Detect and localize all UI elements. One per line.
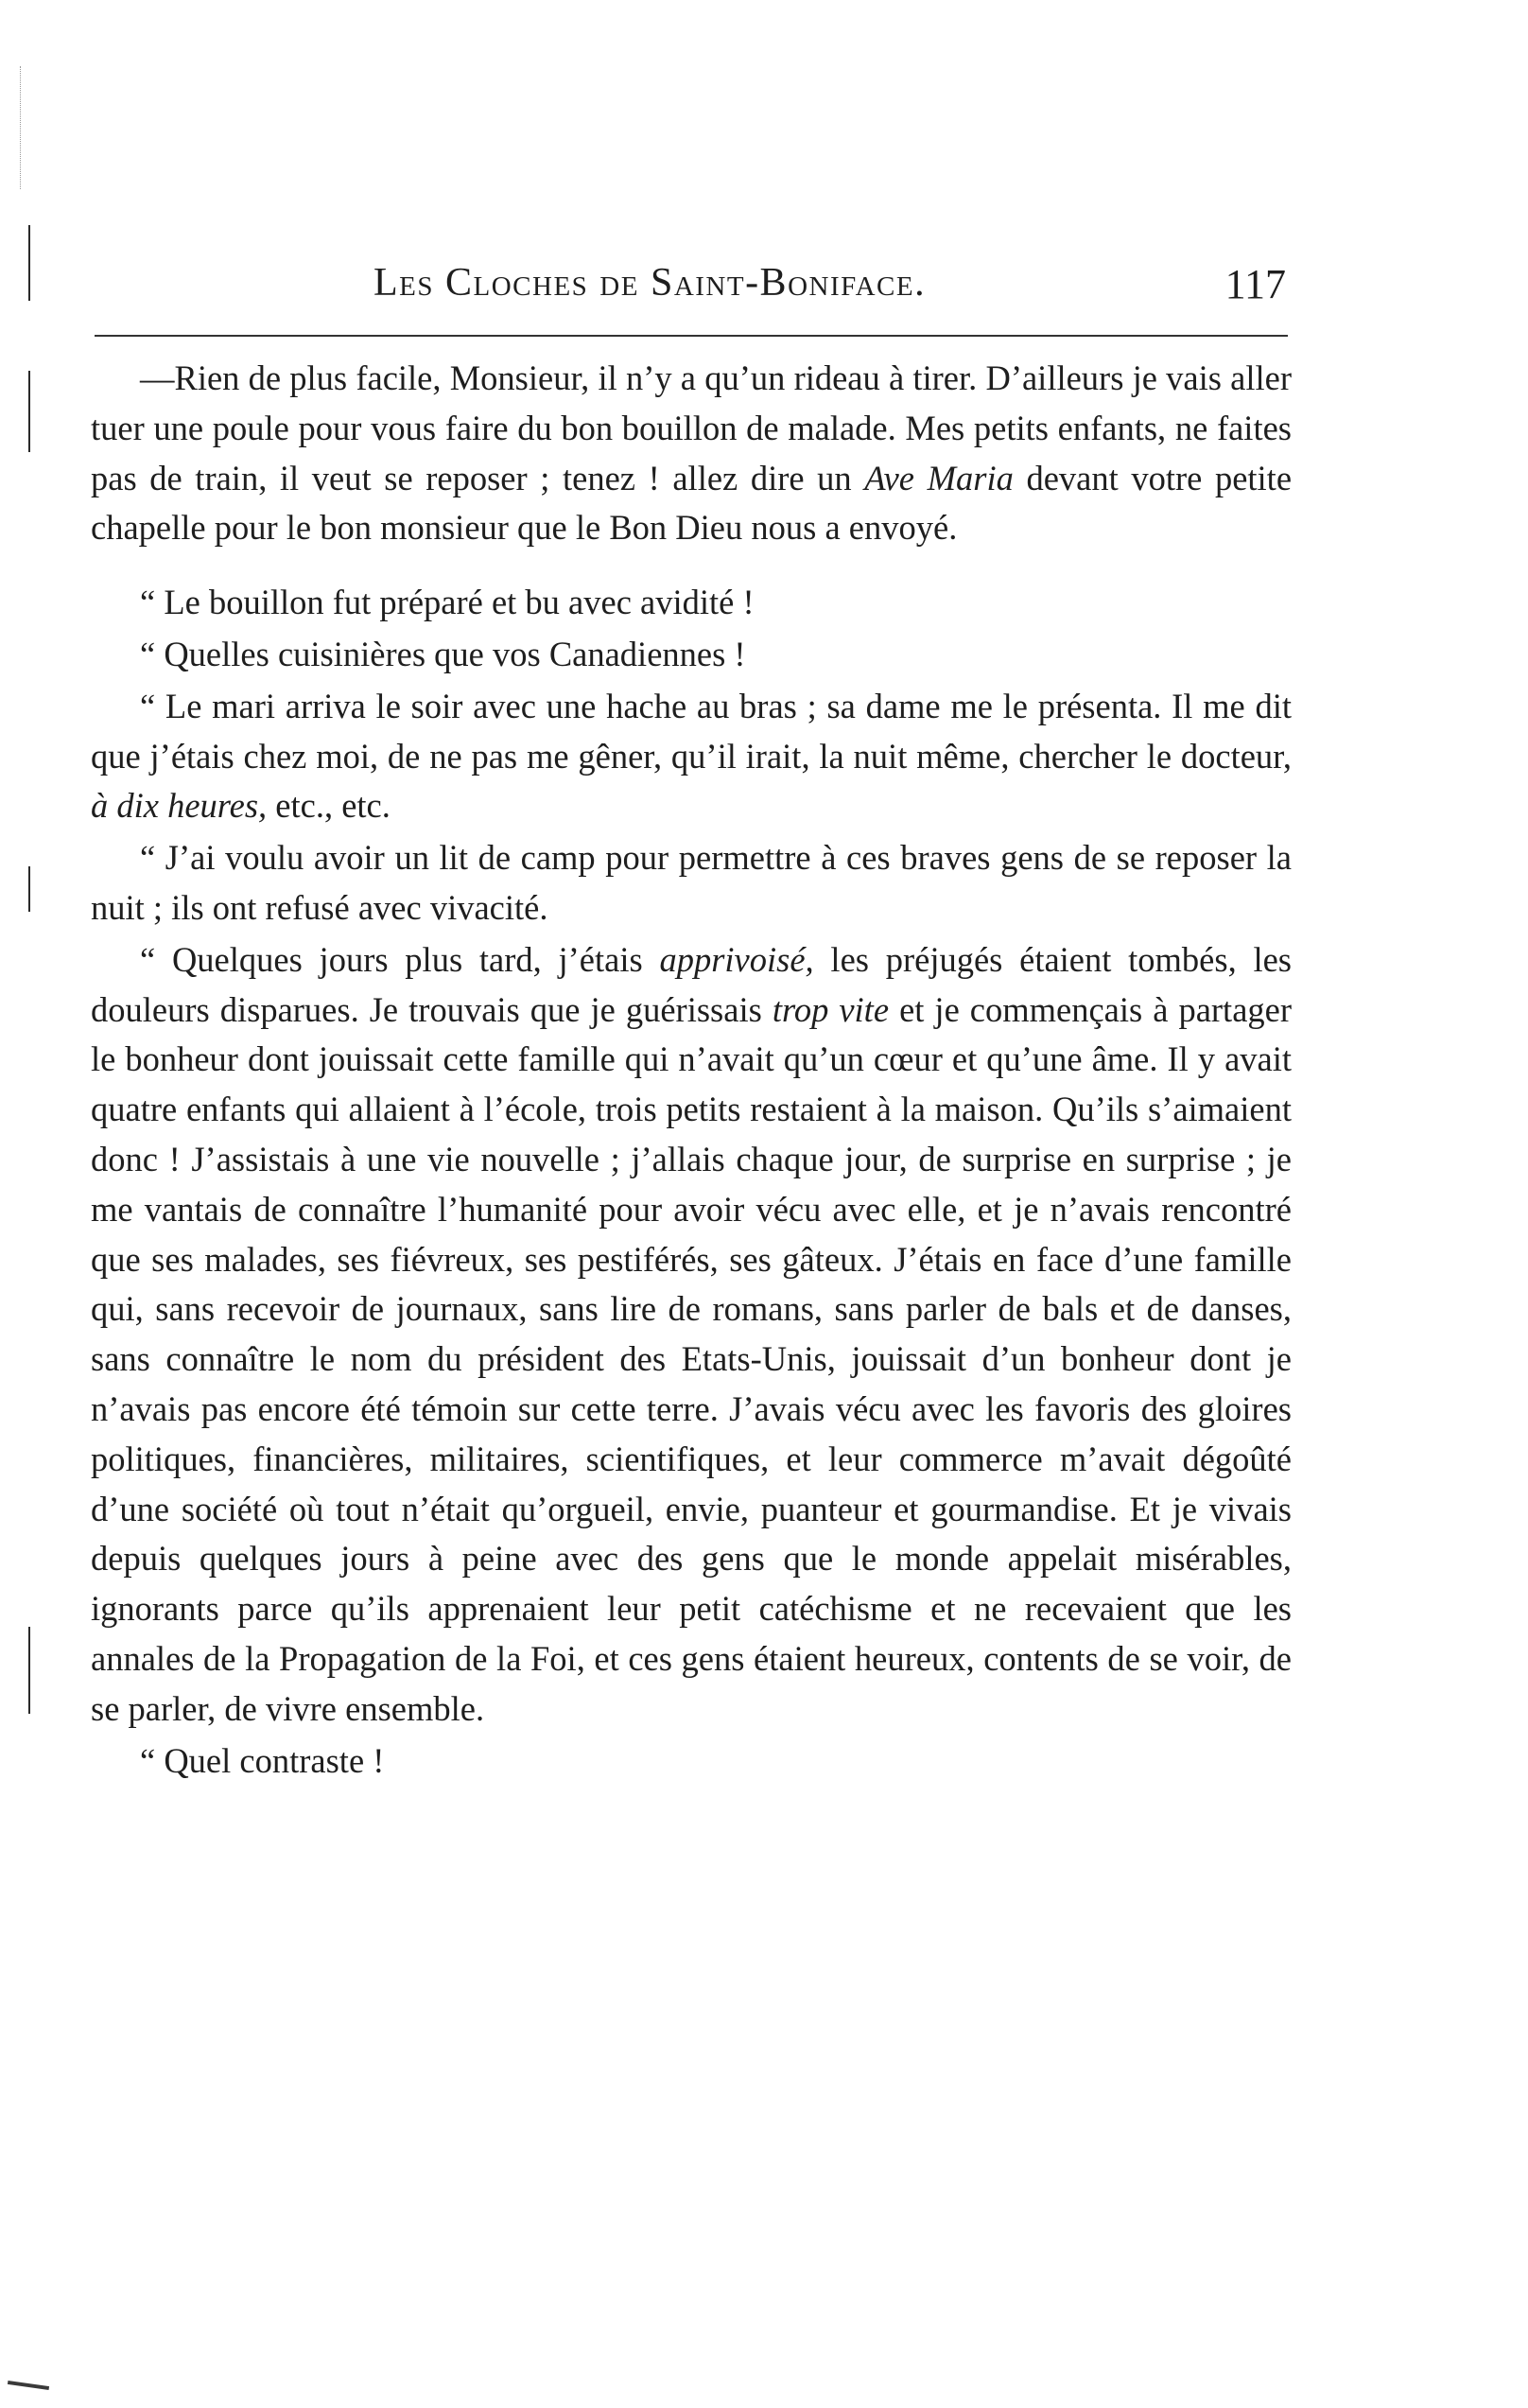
running-head bbox=[95, 260, 1286, 317]
paragraph-text: etc., etc. bbox=[275, 786, 391, 826]
paragraph-text: “ Le bouillon fut préparé et bu avec avidité ! bbox=[140, 583, 755, 622]
scan-dotted-trail bbox=[20, 66, 22, 189]
paragraph-1 bbox=[91, 354, 1292, 553]
paragraph-text: —Rien de plus facile, Monsieur, il n’y a qu’un rideau à tirer. D’ailleurs je vais aller tuer une poule pour vous faire du bon bouillon de malade. Mes petits enfants, ne faites pas de train, il veut se reposer ; tenez ! allez dire un bbox=[91, 358, 1292, 497]
paragraph-6 bbox=[91, 935, 1292, 1735]
paragraph-text: “ J’ai voulu avoir un lit de camp pour permettre à ces braves gens de se reposer la nuit ; ils ont refusé avec vivacité. bbox=[91, 838, 1292, 927]
running-title: Les Cloches de Saint-Boniface. bbox=[373, 261, 927, 305]
paragraph-text: et je commençais à partager le bonheur dont jouissait cette famille qui n’avait qu’un cœur et qu’une âme. Il y avait quatre enfants qui allaient à l’école, trois petits restaient à la maison. Qu’ils s’aimaient donc ! J’assistais à une vie nouvelle ; j’allais chaque jour, de surprise en surprise ; je me vantais de connaître l’humanité pour avoir vécu avec elle, et je n’avais rencontré que ses malades, ses fiévreux, ses pestiférés, ses gâteux. J’étais en face d’une famille qui, sans recevoir de journaux, sans lire de romans, sans parler de bals et de danses, sans connaître le nom du président des Etats-Unis, jouissait d’un bonheur dont je n’avais pas encore été témoin sur cette terre. J’avais vécu avec les favoris des gloires politiques, financières, militaires, scientifiques, et leur commerce m’avait dégoûté d’une société où tout n’était qu’orgueil, envie, puanteur et gourmandise. Et je vivais depuis quelques jours à peine avec des gens que le monde appelait misérables, ignorants parce qu’ils apprenaient leur petit catéchisme et ne recevaient que les annales de la Propagation de la Foi, et ces gens étaient heureux, contents de se voir, de se parler, de vivre ensemble. bbox=[91, 989, 1293, 1728]
body-text bbox=[91, 354, 1292, 1786]
scan-corner-mark bbox=[8, 2381, 49, 2390]
italic-phrase: à dix heures, bbox=[91, 786, 268, 826]
paragraph-text: “ Quelles cuisinières que vos Canadiennes ! bbox=[140, 634, 746, 673]
scan-margin-mark bbox=[28, 866, 30, 912]
scan-margin-mark bbox=[28, 1627, 30, 1714]
page-number: 117 bbox=[1224, 261, 1286, 307]
italic-phrase: Ave Maria bbox=[864, 458, 1014, 497]
paragraph-5 bbox=[91, 833, 1292, 934]
italic-phrase: trop vite bbox=[772, 989, 890, 1029]
scan-margin-mark bbox=[28, 225, 30, 301]
header-rule bbox=[95, 335, 1288, 337]
italic-phrase: apprivoisé, bbox=[659, 939, 814, 979]
scan-margin-mark bbox=[28, 371, 30, 452]
paragraph-text: “ Quelques jours plus tard, j’étais bbox=[140, 939, 643, 979]
paragraph-7 bbox=[91, 1736, 1292, 1787]
paragraph-3 bbox=[91, 630, 1292, 680]
paragraph-4 bbox=[91, 682, 1292, 831]
paragraph-text: “ Le mari arriva le soir avec une hache au bras ; sa dame me le présenta. Il me dit que j’étais chez moi, de ne pas me gêner, qu’il irait, la nuit même, chercher le docteur, bbox=[91, 686, 1292, 776]
paragraph-text: les préjugés étaient tombés, les douleurs disparues. Je trouvais que je guérissais bbox=[91, 939, 1292, 1029]
paragraph-text: devant votre petite chapelle pour le bon monsieur que le Bon Dieu nous a envoyé. bbox=[91, 458, 1293, 548]
paragraph-text: “ Quel contraste ! bbox=[140, 1740, 385, 1780]
paragraph-2 bbox=[91, 578, 1292, 628]
